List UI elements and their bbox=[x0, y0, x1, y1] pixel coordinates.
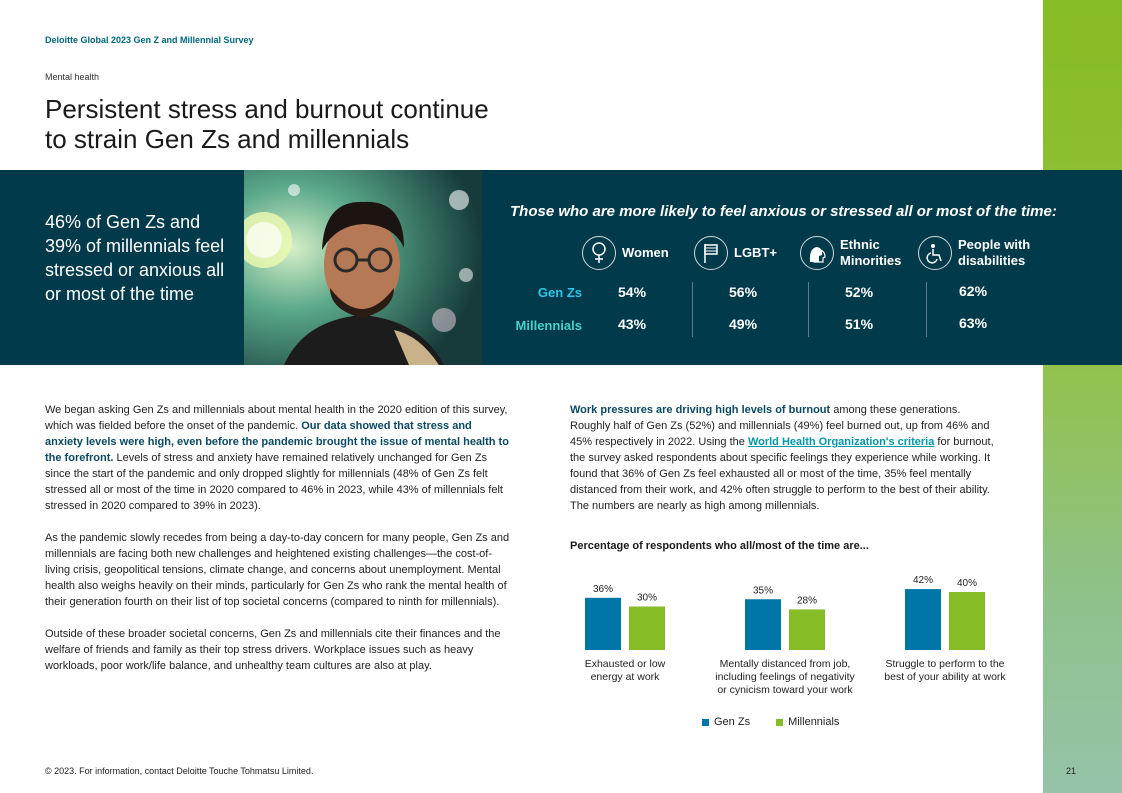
page-number: 21 bbox=[1066, 766, 1077, 776]
footer-copyright: © 2023. For information, contact Deloitte Touche Tohmatsu Limited. bbox=[45, 766, 314, 776]
data-label: 42% bbox=[912, 575, 934, 587]
text-run: We began asking Gen Zs and millennials about mental health in the 2020 edition of this survey, which was fielded before the onset of the pandemic. bbox=[45, 404, 508, 432]
stat-mil-women: 43% bbox=[618, 316, 647, 332]
bar-gen-zs bbox=[905, 589, 941, 650]
column-label-line-1: People with bbox=[958, 237, 1031, 252]
decorative-side-strip bbox=[1043, 0, 1122, 793]
flag-icon bbox=[694, 236, 728, 270]
category-label: best of your ability at work bbox=[884, 671, 1006, 683]
stats-title: Those who are more likely to feel anxious or stressed all or most of the time: bbox=[510, 203, 1057, 220]
bar-millennials bbox=[789, 609, 825, 650]
bar-millennials bbox=[629, 607, 665, 651]
legend-swatch-millennials bbox=[776, 719, 783, 726]
page-title bbox=[45, 94, 525, 154]
category-label: including feelings of negativity bbox=[715, 671, 855, 683]
category-label: energy at work bbox=[590, 671, 660, 683]
bar-gen-zs bbox=[585, 598, 621, 650]
female-symbol-icon bbox=[582, 236, 616, 270]
column-header-lgbt bbox=[694, 236, 777, 270]
stat-genz-ethnic: 52% bbox=[845, 284, 874, 300]
publication-label: Deloitte Global 2023 Gen Z and Millennial Survey bbox=[45, 35, 254, 45]
column-label-line-2: disabilities bbox=[958, 253, 1026, 268]
people-heads-icon bbox=[800, 236, 834, 270]
legend-swatch-gen-z bbox=[702, 719, 709, 726]
text-run: Levels of stress and anxiety have remained relatively unchanged for Gen Zs since the start of the pandemic and only dropped slightly for millennials (48% of Gen Zs felt stressed all or most of the time in 2020 compared to 46% in 2023, while 43% of millennials felt stressed in 2020 compared to 39% in 2023). bbox=[45, 452, 503, 512]
stat-genz-women: 54% bbox=[618, 284, 647, 300]
category-label: Struggle to perform to the bbox=[885, 658, 1005, 670]
divider bbox=[926, 282, 927, 337]
legend-label: Millennials bbox=[788, 716, 840, 728]
bar-gen-zs bbox=[745, 599, 781, 650]
band-headline: 46% of Gen Zs and 39% of millennials feel stressed or anxious all or most of the time bbox=[45, 212, 225, 304]
section-label: Mental health bbox=[45, 72, 100, 82]
row-label-gen-z: Gen Zs bbox=[537, 285, 582, 300]
text-run: among these generations. Roughly half of Gen Zs (52%) and millennials (49%) feel burned out, up from 46% and 45% respectively in 2022. Using the bbox=[570, 404, 990, 448]
stat-mil-lgbt: 49% bbox=[729, 316, 758, 332]
paragraph bbox=[570, 402, 1002, 514]
data-label: 35% bbox=[752, 585, 774, 597]
legend-label: Gen Zs bbox=[714, 716, 751, 728]
stat-genz-lgbt: 56% bbox=[729, 284, 758, 300]
who-criteria-link[interactable]: World Health Organization's criteria bbox=[747, 436, 935, 448]
legend-item-gen-z bbox=[702, 716, 750, 728]
divider bbox=[692, 282, 693, 337]
column-label bbox=[958, 237, 1030, 269]
category-label: or cynicism toward your work bbox=[717, 684, 853, 696]
stat-mil-ethnic: 51% bbox=[845, 316, 874, 332]
divider bbox=[808, 282, 809, 337]
stat-genz-disabilities: 62% bbox=[959, 283, 988, 299]
paragraph: As the pandemic slowly recedes from being a day-to-day concern for many people, Gen Zs and millennials are facing both new challenges and heightened existing challenges—the cost-of-living crisis, geopolitical tensions, climate change, and concerns about unemployment. Mental health also weighs heavily on their minds, particularly for Gen Zs who rank the mental health of their generation fourth on their list of top societal concerns (compared to ninth for millennials). bbox=[45, 532, 510, 608]
legend-item-millennials bbox=[776, 716, 839, 728]
right-column-text bbox=[570, 402, 1002, 530]
column-label bbox=[840, 237, 901, 269]
portrait-photo bbox=[244, 170, 482, 365]
stat-mil-disabilities: 63% bbox=[959, 315, 988, 331]
column-label: Women bbox=[622, 245, 669, 260]
chart-title: Percentage of respondents who all/most of the time are... bbox=[570, 540, 869, 552]
emphasis-text: Our data showed that stress and anxiety levels were high, even before the pandemic brought the issue of mental health to the forefront. bbox=[45, 420, 509, 464]
category-label: Exhausted or low bbox=[584, 658, 666, 670]
title-line-1: Persistent stress and burnout continue bbox=[45, 94, 489, 124]
bar-millennials bbox=[949, 592, 985, 650]
column-label-line-2: Minorities bbox=[840, 253, 902, 268]
chart-legend bbox=[702, 716, 865, 728]
data-label: 30% bbox=[636, 592, 658, 604]
column-label-line-1: Ethnic bbox=[840, 237, 880, 252]
column-header-ethnic-minorities bbox=[800, 236, 901, 270]
category-label: Mentally distanced from job, bbox=[719, 658, 851, 670]
data-label: 28% bbox=[796, 595, 818, 607]
data-label: 40% bbox=[956, 578, 978, 589]
data-label: 36% bbox=[592, 583, 614, 595]
paragraph bbox=[45, 402, 510, 514]
paragraph: Outside of these broader societal concerns, Gen Zs and millennials cite their finances and the welfare of friends and family as their top stress drivers. Workplace issues such as heavy workloads, poor work/life balance, and unhealthy team cultures are also at play. bbox=[45, 628, 501, 672]
column-label: LGBT+ bbox=[734, 245, 777, 260]
title-line-2: to strain Gen Zs and millennials bbox=[45, 124, 410, 154]
emphasis-text: Work pressures are driving high levels of burnout bbox=[570, 404, 831, 416]
burnout-bar-chart bbox=[570, 560, 1020, 705]
text-run: for burnout, the survey asked respondents about specific feelings they experience while working. It found that 36% of Gen Zs feel exhausted all or most of the time, 35% feel mentally distanced from their work, and 42% often struggle to perform to the best of their ability. The numbers are nearly as high among millennials. bbox=[570, 436, 994, 512]
column-header-women bbox=[582, 236, 669, 270]
row-label-millennials: Millennials bbox=[515, 318, 582, 333]
left-column-text bbox=[45, 402, 510, 690]
wheelchair-icon bbox=[918, 236, 952, 270]
column-header-disabilities bbox=[918, 236, 1030, 270]
